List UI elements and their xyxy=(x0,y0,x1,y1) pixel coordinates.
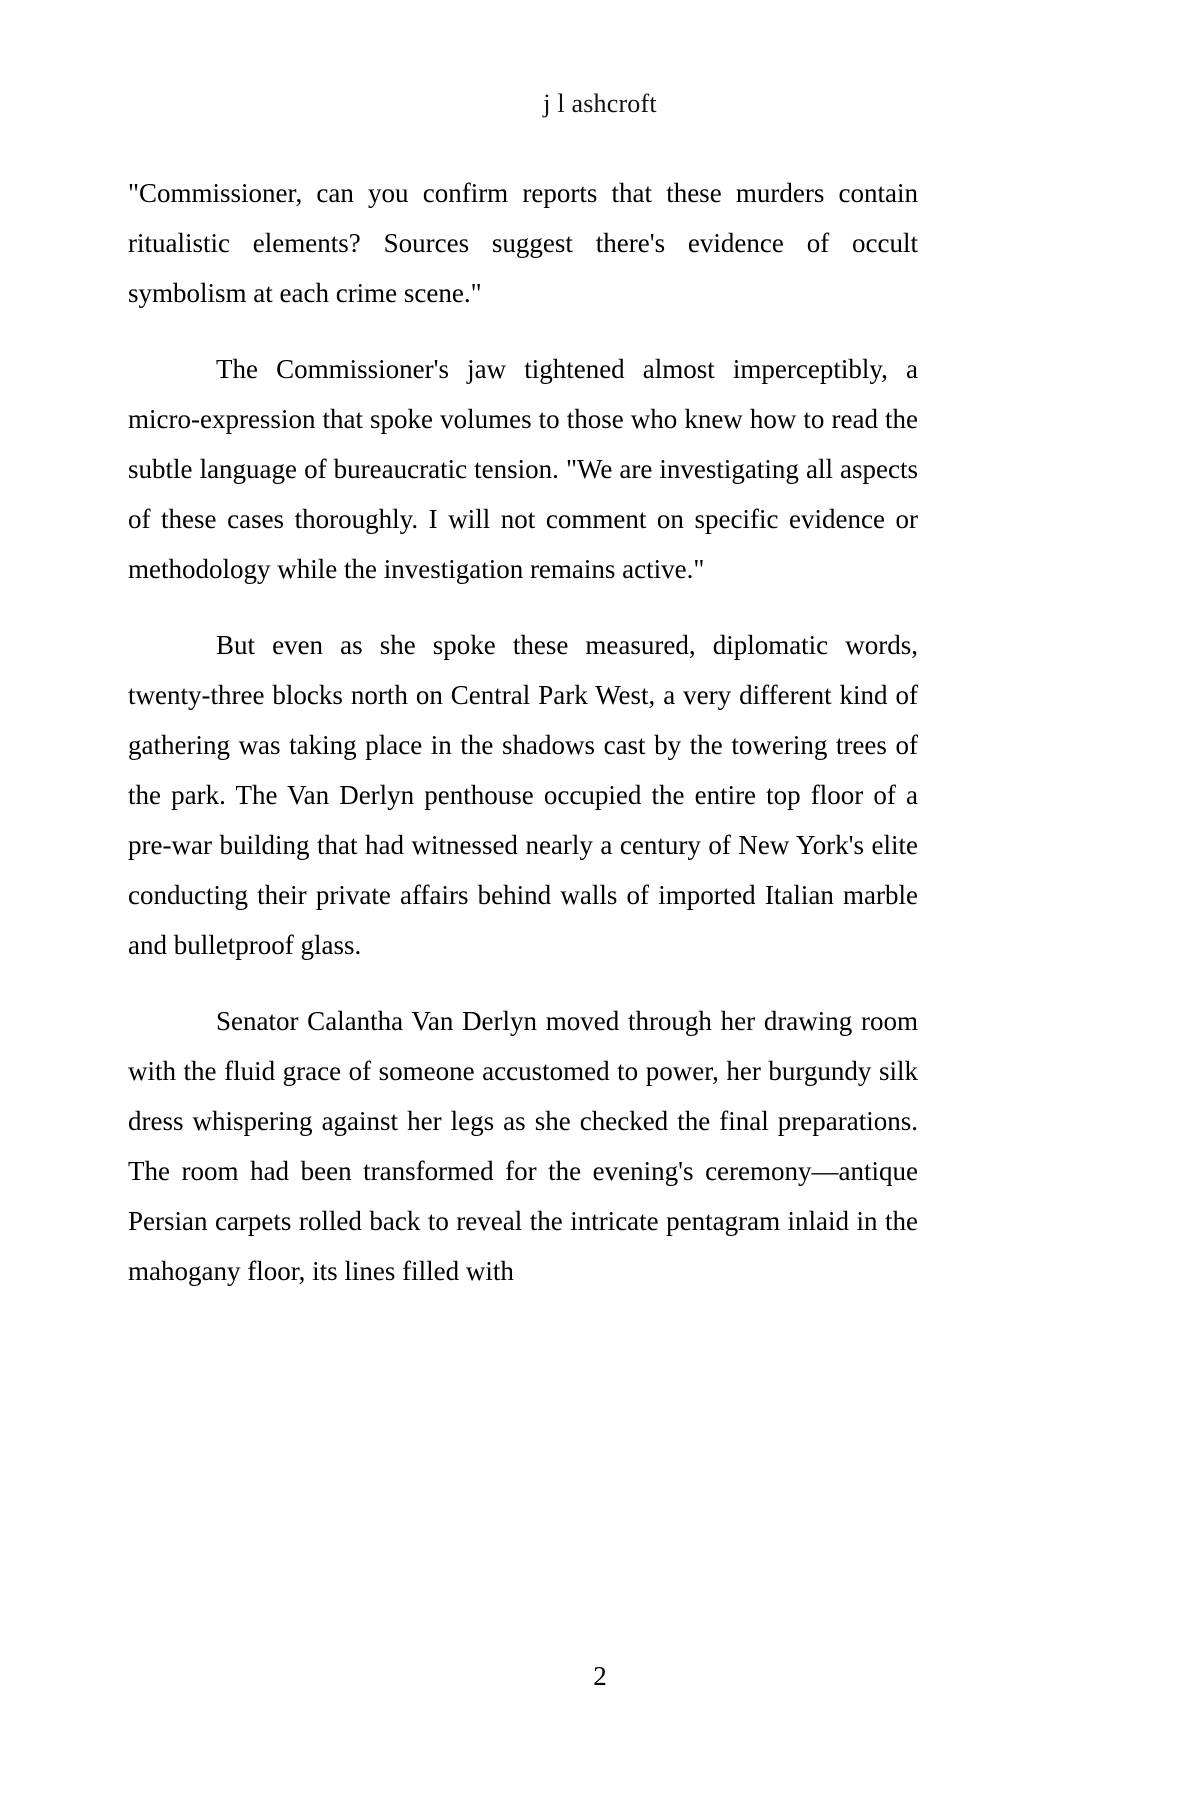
paragraph-3: But even as she spoke these measured, diplomatic words, twenty-three blocks north on Central Park West, a very different kind of gathering was taking place in the shadows cast by the towering trees of the park. The Van Derlyn penthouse occupied the entire top floor of a pre-war building that had witnessed nearly a century of New York's elite conducting their private affairs behind walls of imported Italian marble and bulletproof glass. xyxy=(128,630,918,960)
paragraph-4: Senator Calantha Van Derlyn moved through her drawing room with the fluid grace of someone accustomed to power, her burgundy silk dress whispering against her legs as she checked the final preparations. The room had been transformed for the evening's ceremony—antique Persian carpets rolled back to reveal the intricate pentagram inlaid in the mahogany floor, its lines filled with xyxy=(128,1006,918,1286)
paragraph-1: "Commissioner, can you confirm reports that these murders contain ritualistic elements? Sources suggest there's evidence of occult symbolism at each crime scene." xyxy=(128,178,918,308)
page-number: 2 xyxy=(593,1660,607,1691)
paragraph-2: The Commissioner's jaw tightened almost imperceptibly, a micro-expression that spoke volumes to those who knew how to read the subtle language of bureaucratic tension. "We are investigating all aspects of these cases thoroughly. I will not comment on specific evidence or methodology while the investigation remains active." xyxy=(128,354,918,584)
running-header: j l ashcroft xyxy=(543,89,657,118)
body-text-block xyxy=(128,168,918,1296)
